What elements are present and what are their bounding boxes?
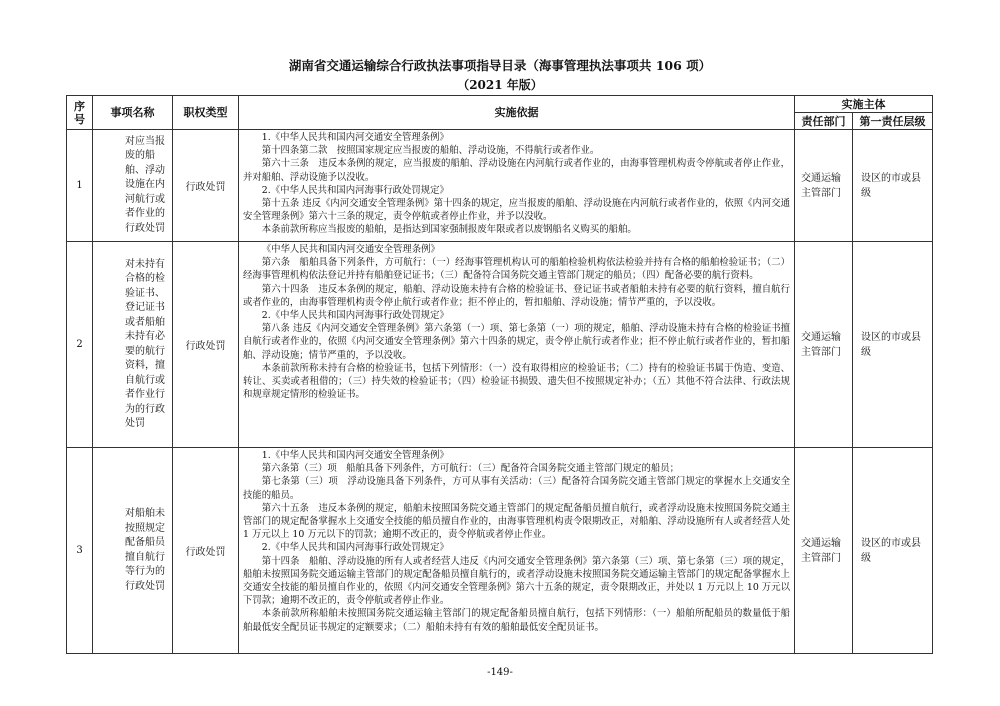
row-authority-type: 行政处罚 <box>173 242 239 448</box>
row-legal-basis <box>239 242 795 448</box>
legal-basis-paragraph: 本条前款所称应当报废的船舶，是指达到国家强制报废年限或者以废钢船名义购买的船舶。 <box>261 224 637 236</box>
row-seq: 2 <box>67 242 93 448</box>
legal-basis-paragraph: 2.《中华人民共和国内河海事行政处罚规定》 <box>261 184 449 196</box>
legal-basis-paragraph: 第七条第（三）项 浮动设施具备下列条件，方可从事有关活动：（三）配备符合国务院交通主管部门规定的掌握水上交通安全技能的船员。 <box>243 476 790 501</box>
legal-basis-paragraph: 第六条 船舶具备下列条件，方可航行：（一）经海事管理机构认可的船舶检验机构依法检验并持有合格的船舶检验证书；（二）经海事管理机构依法登记并持有船舶登记证书；（三）配备符合国务院交通主管部门规定的船员；（四）配备必要的航行资料。 <box>243 257 790 282</box>
document-subtitle: （2021 年版） <box>457 78 543 92</box>
table-row <box>67 242 933 448</box>
legal-basis-paragraph: 1.《中华人民共和国内河交通安全管理条例》 <box>261 450 449 461</box>
row-item-name: 对应当报废的船舶、浮动设施在内河航行或者作业的行政处罚 <box>93 130 173 242</box>
row-first-level: 设区的市或县级 <box>853 448 933 654</box>
legal-basis-paragraph: 第六十三条 违反本条例的规定，应当报废的船舶、浮动设施在内河航行或者作业的，由海事管理机构责令停航或者停止作业，并对船舶、浮动设施予以没收。 <box>243 158 790 183</box>
legal-basis-paragraph: 本条前款所称船舶未按照国务院交通运输主管部门的规定配备船员擅自航行，包括下列情形：（一）船舶所配船员的数量低于船舶最低安全配员证书规定的定额要求；（二）船舶未持有有效的船舶最低安全配员证书。 <box>243 608 790 633</box>
header-first-level: 第一责任层级 <box>853 113 933 130</box>
legal-basis-paragraph: 本条前款所称未持有合格的检验证书，包括下列情形：（一）没有取得相应的检验证书；（二）持有的检验证书属于伪造、变造、转让、买卖或者租借的；（三）持失效的检验证书；（四）检验证书损毁、遗失但不按照规定补办；（五）其他不符合法律、行政法规和规章规定情形的检验证书。 <box>243 362 790 401</box>
legal-basis-paragraph: 第六条第（三）项 船舶具备下列条件，方可航行：（三）配备符合国务院交通主管部门规定的船员； <box>261 463 679 475</box>
row-first-level: 设区的市或县级 <box>853 242 933 448</box>
table-row <box>67 448 933 654</box>
row-responsible-dept: 交通运输主管部门 <box>795 242 853 448</box>
document-title: 湖南省交通运输综合行政执法事项指导目录（海事管理执法事项共 106 项） <box>288 58 712 73</box>
header-legal-basis: 实施依据 <box>239 96 795 130</box>
legal-basis-paragraph: 第十四条 船舶、浮动设施的所有人或者经营人违反《内河交通安全管理条例》第六条第（三）项、第七条第（三）项的规定，船舶未按照国务院交通运输主管部门的规定配备船员擅自航行的，或者浮动设施未按照国务院交通运输主管部门的规定配备掌握水上交通安全技能的船员擅自作业的，依照《内河交通安全管理条例》第六十五条的规定，责令限期改正，并处以 1 万元以上 10 万元以下罚款；逾期不改正的，责令停航或者停止作业。 <box>243 555 790 607</box>
legal-basis-paragraph: 第八条 违反《内河交通安全管理条例》第六条第（一）项、第七条第（一）项的规定，船舶、浮动设施未持有合格的检验证书擅自航行或者作业的，依照《内河交通安全管理条例》第六十四条的规定，责令停止航行或者作业；拒不停止航行或者作业的，暂扣船舶、浮动设施；情节严重的，予以没收。 <box>243 323 790 361</box>
enforcement-items-table <box>66 95 933 654</box>
row-responsible-dept: 交通运输主管部门 <box>795 448 853 654</box>
header-responsible-dept: 责任部门 <box>795 113 853 130</box>
row-responsible-dept: 交通运输主管部门 <box>795 130 853 242</box>
header-seq: 序号 <box>67 96 93 130</box>
legal-basis-paragraph: 第六十四条 违反本条例的规定，船舶、浮动设施未持有合格的检验证书、登记证书或者船舶未持有必要的航行资料，擅自航行或者作业的，由海事管理机构责令停止航行或者作业；拒不停止的，暂扣船舶、浮动设施；情节严重的，予以没收。 <box>243 283 790 308</box>
row-legal-basis <box>239 130 795 242</box>
legal-basis-paragraph: 1.《中华人民共和国内河交通安全管理条例》 <box>261 132 449 143</box>
legal-basis-paragraph: 第六十五条 违反本条例的规定，船舶未按照国务院交通主管部门的规定配备船员擅自航行，或者浮动设施未按照国务院交通主管部门的规定配备掌握水上交通安全技能的船员擅自作业的，由海事管理机构责令限期改正，对船舶、浮动设施所有人或者经营人处 1 万元以上 10 万元以下的罚款；逾期不改正的，责令停航或者停止作业。 <box>243 502 790 541</box>
header-authority-type: 职权类型 <box>173 96 239 130</box>
legal-basis-paragraph: 2.《中华人民共和国内河海事行政处罚规定》 <box>261 310 449 322</box>
legal-basis-paragraph: 第十五条 违反《内河交通安全管理条例》第十四条的规定，应当报废的船舶、浮动设施在内河航行或者作业的，依照《内河交通安全管理条例》第六十三条的规定，责令停航或者停止作业，并予以没收。 <box>243 198 790 223</box>
legal-basis-paragraph: 2.《中华人民共和国内河海事行政处罚规定》 <box>261 542 449 554</box>
row-seq: 1 <box>67 130 93 242</box>
legal-basis-paragraph: 《中华人民共和国内河交通安全管理条例》 <box>261 244 440 255</box>
table-body <box>67 130 933 654</box>
row-authority-type: 行政处罚 <box>173 448 239 654</box>
page-number: -149- <box>487 667 513 678</box>
row-seq: 3 <box>67 448 93 654</box>
row-authority-type: 行政处罚 <box>173 130 239 242</box>
row-first-level: 设区的市或县级 <box>853 130 933 242</box>
legal-basis-paragraph: 第十四条第二款 按照国家规定应当报废的船舶、浮动设施，不得航行或者作业。 <box>261 145 600 157</box>
table-row <box>67 130 933 242</box>
row-item-name: 对未持有合格的检验证书、登记证书或者船舶未持有必要的航行资料，擅自航行或者作业行为的行政处罚 <box>93 242 173 448</box>
header-item-name: 事项名称 <box>93 96 173 130</box>
row-item-name: 对船舶未按照规定配备船员擅自航行等行为的行政处罚 <box>93 448 173 654</box>
row-legal-basis <box>239 448 795 654</box>
header-implementing-body: 实施主体 <box>795 96 933 113</box>
